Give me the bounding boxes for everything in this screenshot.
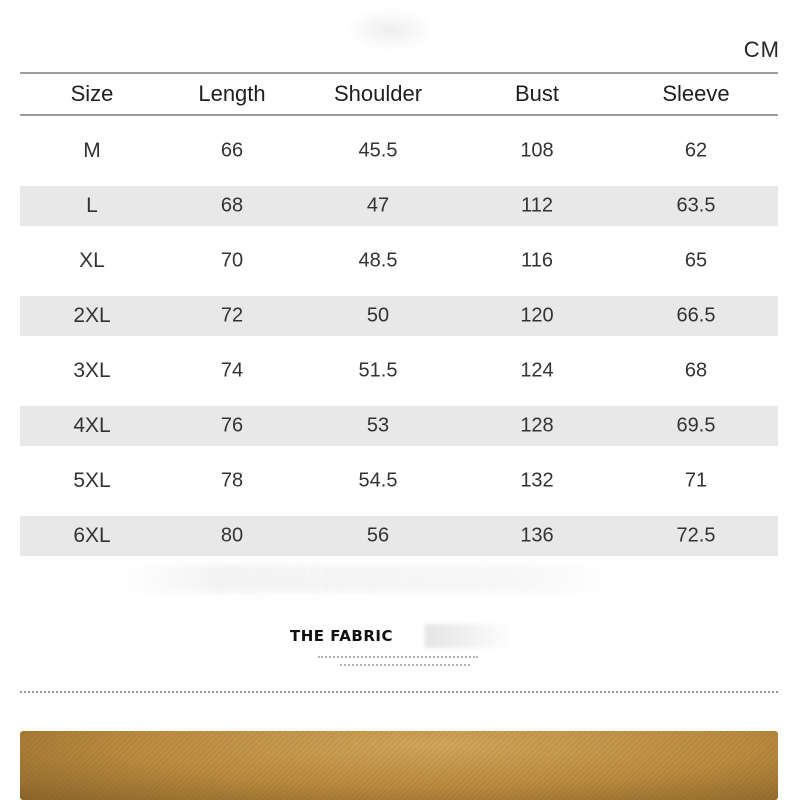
cell-size: L xyxy=(86,194,98,217)
cell-sleeve: 62 xyxy=(684,139,708,162)
table-header-rule xyxy=(20,114,778,116)
cell-size: 5XL xyxy=(73,469,111,492)
cell-shoulder: 45.5 xyxy=(358,139,398,162)
table-row xyxy=(20,406,778,446)
fabric-texture-image xyxy=(20,731,778,800)
table-row xyxy=(20,296,778,336)
cell-size: 4XL xyxy=(73,414,111,437)
fabric-fineprint xyxy=(318,656,478,660)
cell-length: 74 xyxy=(220,359,244,382)
header-bust: Bust xyxy=(514,81,560,106)
cell-sleeve: 63.5 xyxy=(676,194,716,217)
cell-length: 66 xyxy=(220,139,244,162)
header-sleeve: Sleeve xyxy=(662,81,730,106)
cell-bust: 136 xyxy=(520,524,554,547)
header-length: Length xyxy=(198,81,266,106)
blurred-watermark xyxy=(345,8,435,52)
cell-size: XL xyxy=(79,249,105,272)
cell-bust: 116 xyxy=(521,249,553,272)
cell-sleeve: 69.5 xyxy=(676,414,716,437)
cell-bust: 128 xyxy=(520,414,554,437)
table-row xyxy=(20,241,778,281)
cell-length: 68 xyxy=(220,194,244,217)
cell-shoulder: 56 xyxy=(366,524,390,547)
unit-label: CM xyxy=(743,37,780,62)
cell-bust: 120 xyxy=(520,304,554,327)
cell-shoulder: 51.5 xyxy=(358,359,398,382)
cell-size: M xyxy=(83,139,101,162)
cell-bust: 108 xyxy=(520,139,554,162)
blurred-title-tail xyxy=(425,624,515,648)
cell-length: 70 xyxy=(220,249,244,272)
cell-shoulder: 54.5 xyxy=(358,469,398,492)
size-chart-table xyxy=(20,72,778,556)
fabric-section-title: THE FABRIC xyxy=(290,627,393,645)
cell-shoulder: 50 xyxy=(366,304,390,327)
cell-size: 3XL xyxy=(73,359,111,382)
cell-bust: 132 xyxy=(520,469,554,492)
header-size: Size xyxy=(70,81,114,106)
blurred-caption xyxy=(120,565,620,593)
cell-size: 6XL xyxy=(73,524,111,547)
table-row xyxy=(20,131,778,171)
cell-shoulder: 47 xyxy=(366,194,390,217)
cell-shoulder: 53 xyxy=(366,414,390,437)
header-shoulder: Shoulder xyxy=(333,81,423,106)
cell-sleeve: 65 xyxy=(684,249,708,272)
table-row xyxy=(20,351,778,391)
fabric-fineprint xyxy=(340,664,470,668)
cell-bust: 112 xyxy=(521,194,553,217)
table-row xyxy=(20,186,778,226)
cell-sleeve: 72.5 xyxy=(676,524,716,547)
table-header-row xyxy=(20,74,778,114)
cell-length: 72 xyxy=(220,304,244,327)
table-row xyxy=(20,516,778,556)
cell-sleeve: 71 xyxy=(684,469,708,492)
cell-sleeve: 66.5 xyxy=(676,304,716,327)
cell-length: 80 xyxy=(220,524,244,547)
cell-size: 2XL xyxy=(73,304,111,327)
cell-length: 78 xyxy=(220,469,244,492)
section-divider xyxy=(20,691,778,693)
cell-sleeve: 68 xyxy=(684,359,708,382)
cell-shoulder: 48.5 xyxy=(358,249,398,272)
table-row xyxy=(20,461,778,501)
cell-bust: 124 xyxy=(520,359,554,382)
cell-length: 76 xyxy=(220,414,244,437)
